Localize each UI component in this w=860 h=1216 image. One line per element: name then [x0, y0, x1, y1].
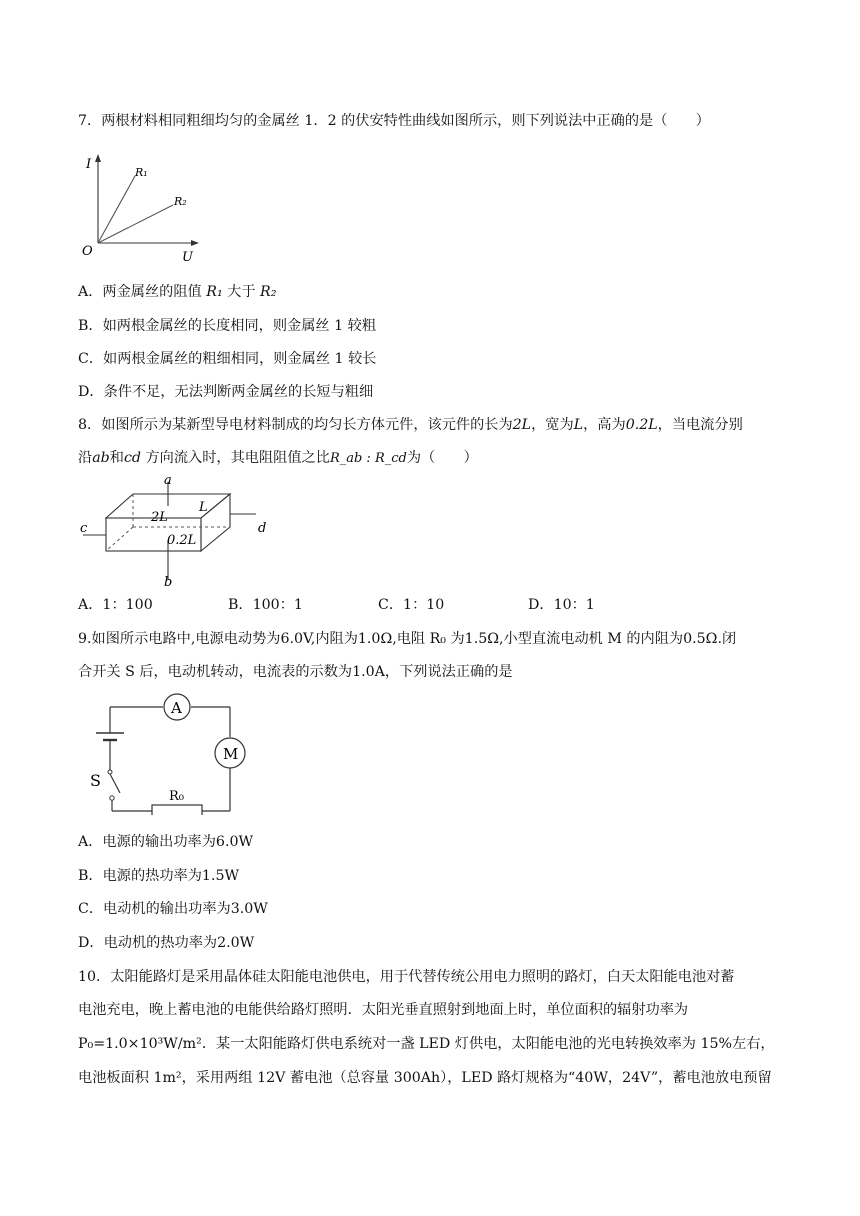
i-axis-arrow [95, 154, 101, 162]
q8-stem-text: 沿 [78, 450, 93, 466]
length-symbol: 2L [512, 417, 532, 433]
switch-terminal [108, 770, 112, 774]
r2-symbol: R₂ [260, 284, 277, 300]
cuboid-figure [78, 474, 278, 589]
q7-option-a-text: A．两金属丝的阻值 [78, 284, 207, 300]
switch-terminal [110, 796, 114, 800]
label-d: d [258, 521, 267, 536]
u-axis-arrow [191, 240, 199, 246]
q9-option-a: A．电源的输出功率为6.0W [78, 834, 254, 850]
cd-symbol: cd [123, 450, 141, 466]
q8-stem-text: 和 [109, 450, 124, 466]
q9-stem-line2: 合开关 S 后，电动机转动，电流表的示数为1.0A，下列说法正确的是 [78, 664, 513, 680]
q8-stem-text: 方向流入时，其电阻阻值之比 [140, 450, 330, 466]
q8-stem-text: 为（ ） [406, 450, 478, 466]
q10-line4: 电池板面积 1m²，采用两组 12V 蓄电池（总容量 300Ah），LED 路灯规格为“40W，24V”，蓄电池放电预留 [78, 1070, 772, 1086]
resistor-label: R₀ [169, 789, 184, 804]
circuit-figure [78, 690, 248, 815]
q9-option-c: C．电动机的输出功率为3.0W [78, 901, 268, 917]
ammeter-label: A [171, 699, 182, 717]
q7-option-a [78, 282, 276, 302]
iv-curve-figure [78, 148, 208, 263]
resistor-icon [152, 805, 202, 815]
hidden-edge [106, 527, 133, 551]
q7-stem: 7．两根材料相同粗细均匀的金属丝 1．2 的伏安特性曲线如图所示，则下列说法中正确的是（ ） [78, 113, 710, 129]
q7-option-b: B．如两根金属丝的长度相同，则金属丝 1 较粗 [78, 318, 377, 334]
label-2l: 2L [151, 510, 168, 525]
q8-stem-text: ，当电流分别 [657, 417, 743, 433]
q8-option-b: B．100：1 [228, 597, 303, 613]
r1-label: R₁ [135, 166, 148, 179]
axis-i-label: I [86, 157, 92, 172]
q8-stem-line1 [78, 415, 743, 435]
r2-line [98, 205, 173, 243]
ab-symbol: ab [92, 450, 110, 466]
q8-stem-text: ，宽为 [531, 417, 574, 433]
switch-icon [110, 774, 120, 793]
q8-option-c: C．1：10 [378, 597, 445, 613]
q8-option-a: A．1：100 [78, 597, 153, 613]
q8-stem-text: 8．如图所示为某新型导电材料制成的均匀长方体元件，该元件的长为 [78, 417, 513, 433]
q8-option-d: D．10：1 [528, 597, 595, 613]
label-c: c [80, 521, 88, 536]
q7-option-d: D．条件不足，无法判断两金属丝的长短与粗细 [78, 384, 374, 400]
q10-line1: 10．太阳能路灯是采用晶体硅太阳能电池供电，用于代替传统公用电力照明的路灯，白天太阳能电池对蓄 [78, 969, 735, 985]
motor-label: M [223, 745, 239, 763]
label-l: L [199, 500, 208, 515]
width-symbol: L [573, 417, 584, 433]
label-0-2l: 0.2L [167, 533, 197, 548]
q10-line2: 电池充电，晚上蓄电池的电能供给路灯照明．太阳光垂直照射到地面上时，单位面积的辐射功率为 [78, 1002, 689, 1018]
q8-stem-text: ，高为 [583, 417, 626, 433]
switch-label: S [90, 771, 101, 790]
q10-line3: P₀=1.0×10³W/m²．某一太阳能路灯供电系统对一盏 LED 灯供电，太阳能电池的光电转换效率为 15%左右， [78, 1036, 775, 1052]
r1-line [98, 176, 135, 243]
label-a: a [164, 474, 172, 488]
q8-stem-line2 [78, 448, 478, 469]
q7-option-c: C．如两根金属丝的粗细相同，则金属丝 1 较长 [78, 351, 377, 367]
q9-option-b: B．电源的热功率为1.5W [78, 868, 240, 884]
axis-u-label: U [182, 250, 193, 263]
r2-label: R₂ [174, 195, 187, 208]
origin-label: O [82, 244, 93, 259]
q7-option-a-mid: 大于 [222, 284, 261, 300]
q9-stem-line1: 9.如图所示电路中,电源电动势为6.0V,内阻为1.0Ω,电阻 R₀ 为1.5Ω,小型直流电动机 M 的内阻为0.5Ω.闭 [78, 631, 737, 647]
label-b: b [164, 575, 173, 589]
resistance-ratio: R_ab : R_cd [329, 451, 407, 466]
r1-symbol: R₁ [206, 284, 223, 300]
height-symbol: 0.2L [625, 417, 658, 433]
q9-option-d: D．电动机的热功率为2.0W [78, 935, 255, 951]
